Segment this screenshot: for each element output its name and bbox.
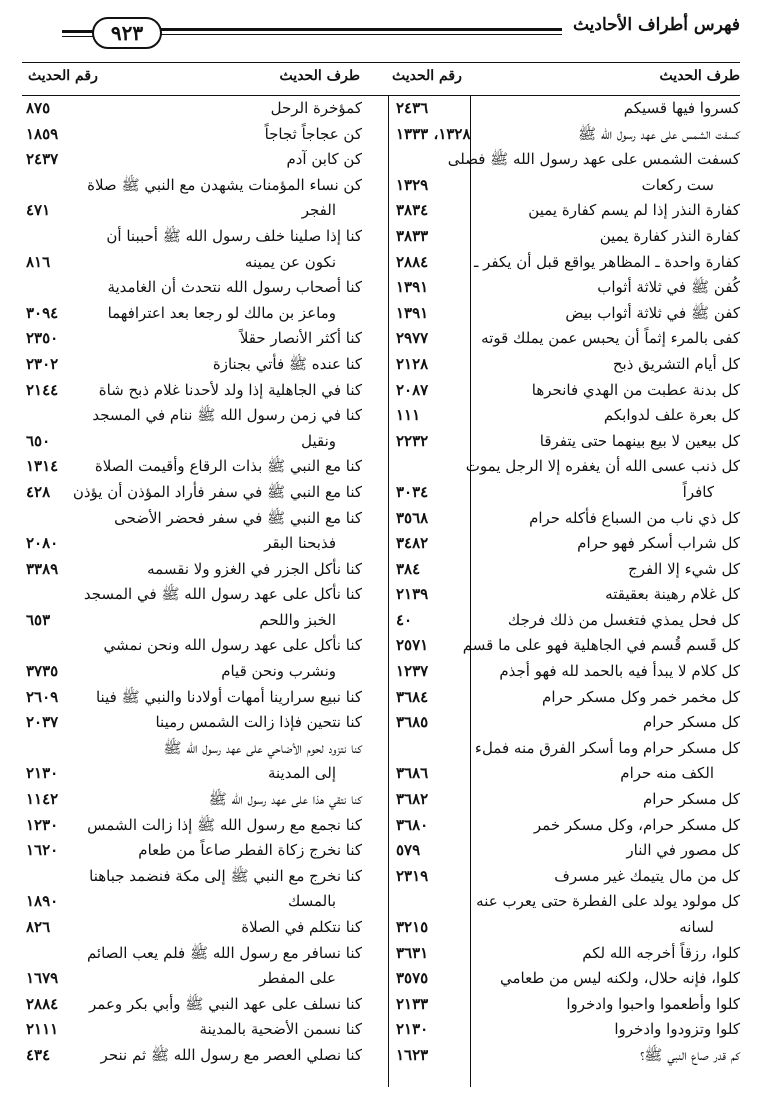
hadith-number: ١٢٣٧ [396,662,429,681]
hadith-number: ١١١ [396,406,421,425]
hadith-number: ٣٦٨٢ [396,790,429,809]
hadith-excerpt: كل ذنب عسى الله أن يغفره إلا الرجل يموت [465,457,740,476]
hadith-excerpt: كسفت الشمس على عهد رسول الله ﷺ [578,124,740,143]
hadith-excerpt: كلوا وتزودوا وادخروا [614,1020,740,1039]
hadith-number: ٤٧١ [26,201,51,220]
hadith-excerpt: كنا نتحين فإذا زالت الشمس رمينا [155,713,362,732]
hadith-number: ٢٣٠٢ [26,354,59,373]
hadith-excerpt: كل مسكر حرام [642,713,740,732]
hadith-excerpt: كسفت الشمس على عهد رسول الله ﷺ فصلى [447,150,740,169]
page-number: ٩٢٣ [92,17,162,49]
index-row [22,96,362,122]
index-row [392,787,740,813]
index-row [392,838,740,864]
index-row [22,685,362,711]
hadith-number: ٣٦٨٥ [396,713,429,732]
right-number-header: رقم الحديث [392,68,462,84]
hadith-excerpt: كن عجاجاً ثجاجاً [264,124,362,143]
index-row [22,429,362,455]
hadith-excerpt: كل شراب أسكر فهو حرام [577,534,740,553]
hadith-excerpt: فذبحنا البقر [264,534,336,553]
hadith-number: ٢٨٨٤ [396,252,429,271]
header-rule [160,28,562,31]
index-row [22,506,362,532]
index-row [392,710,740,736]
hadith-number: ٢١١١ [26,1020,59,1039]
hadith-excerpt: كم قدر صاع النبي ﷺ؟ [640,1045,740,1064]
index-row [392,813,740,839]
hadith-excerpt: كنا مع النبي ﷺ بذات الرقاع وأقيمت الصلاة [94,457,362,476]
index-row [392,506,740,532]
hadith-number: ٢٠٨٠ [26,534,59,553]
hadith-excerpt: ونشرب ونحن قيام [221,662,336,681]
index-row [392,633,740,659]
index-row [22,454,362,480]
hadith-excerpt: كل ذي ناب من السباع فأكله حرام [529,508,740,527]
index-row [22,224,362,250]
hadith-excerpt: كسروا فيها قسيكم [623,99,740,117]
index-row [22,864,362,890]
right-index-column [392,96,740,1069]
index-row [22,531,362,557]
index-row [22,813,362,839]
index-row [392,403,740,429]
index-row [22,838,362,864]
hadith-number: ٢٥٧١ [396,636,429,655]
hadith-number: ٢٠٨٧ [396,380,429,399]
hadith-excerpt: كل فحل يمذي فتغسل من ذلك فرجك [507,610,740,629]
index-row [22,1017,362,1043]
hadith-excerpt: كنا أصحاب رسول الله نتحدث أن الغامدية [107,278,362,297]
hadith-excerpt: على المفطر [259,969,336,988]
index-row [22,915,362,941]
hadith-number: ٣٥٧٥ [396,969,429,988]
index-row [392,864,740,890]
hadith-number: ١٣١٤ [26,457,59,476]
hadith-number: ٣٣٨٩ [26,559,59,578]
index-row [392,378,740,404]
hadith-number: ٥٧٩ [396,841,421,860]
hadith-excerpt: كفن ﷺ في ثلاثة أثواب بيض [565,303,740,322]
hadith-excerpt: كنا نخرج مع النبي ﷺ إلى مكة فنضمد جباهنا [89,866,362,885]
hadith-number: ٣٦٨٤ [396,687,429,706]
index-row [392,582,740,608]
hadith-number: ١٣٢٩ [396,175,429,194]
hadith-excerpt: كنا نسلف على عهد النبي ﷺ وأبي بكر وعمر [89,994,362,1013]
index-row [392,1017,740,1043]
hadith-number: ٢٣١٩ [396,866,429,885]
hadith-excerpt: كل أيام التشريق ذبح [612,354,740,373]
index-row [392,224,740,250]
index-row [22,275,362,301]
hadith-excerpt: كنا مع النبي ﷺ في سفر فحضر الأضحى [114,508,362,527]
left-hadith-header: طرف الحديث [279,68,360,84]
index-row [392,966,740,992]
hadith-excerpt: كنا مع النبي ﷺ في سفر فأراد المؤذن أن يؤذن [72,482,362,501]
hadith-excerpt: كل مولود يولد على الفطرة حتى يعرب عنه [476,892,740,911]
hadith-number: ٣٥٦٨ [396,508,429,527]
index-row [392,250,740,276]
index-row [392,326,740,352]
index-row [22,787,362,813]
index-row [392,147,740,173]
hadith-number: ١٦٢٣ [396,1045,429,1064]
hadith-excerpt: كل مسكر حرام وما أسكر الفرق منه فملء [474,738,740,757]
index-row [392,454,740,480]
hadith-number: ٢٤٣٧ [26,150,59,169]
hadith-excerpt: كنا نتزود لحوم الأضاحي على عهد رسول الله ﷺ [163,738,362,757]
hadith-excerpt: كنا نجمع مع رسول الله ﷺ إذا زالت الشمس [87,815,362,834]
hadith-number: ٣٦٨٠ [396,815,429,834]
hadith-number: ٢١٣٩ [396,585,429,604]
hadith-number: ١٣٩١ [396,303,429,322]
hadith-excerpt: كل كلام لا يبدأ فيه بالحمد لله فهو أجذم [499,662,740,681]
hadith-excerpt: كنا نتقي هذا على عهد رسول الله ﷺ [208,790,362,809]
hadith-number: ٨٧٥ [26,99,51,117]
hadith-excerpt: ونقيل [301,431,336,450]
hadith-number: ٤٠ [396,610,413,629]
right-hadith-header: طرف الحديث [659,68,740,84]
hadith-number: ٦٥٠ [26,431,51,450]
hadith-excerpt: ست ركعات [641,175,714,194]
hadith-number: ١١٤٢ [26,790,59,809]
index-row [392,173,740,199]
index-row [392,941,740,967]
hadith-excerpt: كنا في زمن رسول الله ﷺ ننام في المسجد [92,406,362,425]
running-header-title: فهرس أطراف الأحاديث [572,15,740,35]
hadith-excerpt: كل بعرة علف لدوابكم [603,406,740,425]
index-row [392,96,740,122]
index-row [22,250,362,276]
hadith-number: ٣٢١٥ [396,918,429,936]
hadith-excerpt: كل من مال يتيمك غير مسرف [554,866,740,885]
index-row [22,966,362,992]
index-row [392,198,740,224]
hadith-excerpt: كل مخمر خمر وكل مسكر حرام [542,687,740,706]
index-row [392,122,740,148]
index-row [392,685,740,711]
hadith-number: ٢٢٣٢ [396,431,429,450]
hadith-excerpt: كنا نبيع سرارينا أمهات أولادنا والنبي ﷺ فينا [95,687,362,706]
index-row [22,761,362,787]
table-top-rule [22,62,740,63]
hadith-number: ٢٨٨٤ [26,994,59,1013]
hadith-excerpt: كل بدنة عطبت من الهدي فانحرها [531,380,740,399]
hadith-excerpt: كنا نأكل على عهد رسول الله ونحن نمشي [103,636,362,655]
index-row [392,429,740,455]
index-row [392,608,740,634]
hadith-excerpt: كنا نتكلم في الصلاة [241,918,362,936]
index-row [392,889,740,915]
index-row [22,326,362,352]
hadith-number: ٢٤٣٦ [396,99,429,117]
index-row [22,352,362,378]
hadith-number: ٢٠٣٧ [26,713,59,732]
index-row [22,582,362,608]
index-row [22,173,362,199]
index-row [22,1043,362,1069]
index-row [392,557,740,583]
hadith-number: ٣٧٣٥ [26,662,59,681]
hadith-excerpt: كفى بالمرء إثماً أن يحبس عمن يملك قوته [481,329,740,348]
hadith-excerpt: الخبز واللحم [259,610,336,629]
hadith-excerpt: كنا نسمن الأضحية بالمدينة [199,1020,362,1039]
index-row [22,992,362,1018]
index-row [22,941,362,967]
index-row [22,557,362,583]
index-row [392,480,740,506]
hadith-number: ٢٣٥٠ [26,329,59,348]
hadith-excerpt: كل مسكر حرام، وكل مسكر خمر [533,815,740,834]
hadith-number: ١٨٩٠ [26,892,59,911]
hadith-excerpt: كنا نخرج زكاة الفطر صاعاً من طعام [138,841,362,860]
hadith-excerpt: نكون عن يمينه [244,252,336,271]
hadith-number: ٣٨٣٣ [396,226,429,245]
hadith-excerpt: الكف منه حرام [620,764,714,783]
hadith-number: ٨٢٦ [26,918,51,936]
hadith-excerpt: كن نساء المؤمنات يشهدن مع النبي ﷺ صلاة [87,175,362,194]
hadith-excerpt: كل شيء إلا الفرج [628,559,740,578]
hadith-number: ٢١٣٣ [396,994,429,1013]
hadith-number: ٤٣٤ [26,1045,51,1064]
hadith-number: ٢١٣٠ [26,764,59,783]
hadith-excerpt: كمؤخرة الرحل [270,99,362,117]
index-row [22,736,362,762]
hadith-excerpt: كفارة النذر إذا لم يسم كفارة يمين [528,201,740,220]
hadith-excerpt: كنا عنده ﷺ فأتي بجنازة [212,354,362,373]
hadith-excerpt: كنا نصلي العصر مع رسول الله ﷺ ثم ننحر [100,1045,362,1064]
left-index-column [22,96,362,1069]
hadith-excerpt: كنا نسافر مع رسول الله ﷺ فلم يعب الصائم [86,943,362,962]
hadith-excerpt: كل غلام رهينة بعقيقته [605,585,740,604]
index-row [392,1043,740,1069]
hadith-excerpt: كل بيعين لا بيع بينهما حتى يتفرقا [539,431,740,450]
hadith-number: ٢٦٠٩ [26,687,59,706]
hadith-excerpt: كفارة واحدة ـ المظاهر يواقع قبل أن يكفر ـ [473,252,740,271]
index-row [22,147,362,173]
index-row [22,378,362,404]
index-row [392,761,740,787]
hadith-excerpt: كفارة النذر كفارة يمين [599,226,740,245]
hadith-number: ٣٨٤ [396,559,421,578]
hadith-number: ٣٠٣٤ [396,482,429,501]
hadith-excerpt: لسانه [679,918,714,936]
index-row [22,301,362,327]
hadith-number: ٤٢٨ [26,482,51,501]
hadith-excerpt: بالمسك [287,892,336,911]
hadith-number: ٦٥٣ [26,610,51,629]
hadith-excerpt: كلوا، فإنه حلال، ولكنه ليس من طعامي [499,969,740,988]
hadith-number: ٢٩٧٧ [396,329,429,348]
hadith-excerpt: كافراً [682,482,714,501]
hadith-number: ٣٦٨٦ [396,764,429,783]
hadith-number: ١٦٧٩ [26,969,59,988]
index-row [392,736,740,762]
hadith-excerpt: كل مسكر حرام [642,790,740,809]
index-row [22,889,362,915]
hadith-excerpt: كنا إذا صلينا خلف رسول الله ﷺ أحببنا أن [106,226,362,245]
index-row [22,633,362,659]
hadith-excerpt: كل مصور في النار [626,841,740,860]
index-row [22,403,362,429]
hadith-excerpt: إلى المدينة [267,764,336,783]
hadith-excerpt: كن كابن آدم [286,150,362,169]
hadith-excerpt: الفجر [301,201,336,220]
hadith-number: ٢١٤٤ [26,380,59,399]
right-column-divider [388,95,389,1087]
hadith-excerpt: كُفن ﷺ في ثلاثة أثواب [597,278,740,297]
index-row [22,122,362,148]
index-row [22,480,362,506]
index-row [392,531,740,557]
hadith-number: ٣٤٨٢ [396,534,429,553]
hadith-number: ٣٨٣٤ [396,201,429,220]
left-number-header: رقم الحديث [28,68,98,84]
hadith-number: ١٣٩١ [396,278,429,297]
index-row [392,992,740,1018]
index-row [392,659,740,685]
hadith-excerpt: كلوا، رزقاً أخرجه الله لكم [582,943,740,962]
hadith-number: ١٣٢٨، ١٣٣٣ [396,124,471,143]
hadith-number: ١٢٣٠ [26,815,59,834]
index-row [22,198,362,224]
hadith-excerpt: كل قَسم قُسم في الجاهلية فهو على ما قسم [462,636,740,655]
header-rule-left-thin [62,36,94,37]
index-row [22,608,362,634]
index-row [392,352,740,378]
header-rule-thin [160,34,562,35]
hadith-excerpt: كنا نأكل على عهد رسول الله ﷺ في المسجد [83,585,362,604]
hadith-excerpt: وماعز بن مالك لو رجعا بعد اعترافهما [107,303,336,322]
hadith-number: ١٨٥٩ [26,124,59,143]
hadith-excerpt: كنا في الجاهلية إذا ولد لأحدنا غلام ذبح شاة [98,380,362,399]
index-row [22,659,362,685]
hadith-excerpt: كنا أكثر الأنصار حقلاً [239,329,362,348]
hadith-number: ٣٠٩٤ [26,303,59,322]
index-row [392,301,740,327]
index-row [392,915,740,941]
index-row [22,710,362,736]
hadith-number: ٣٦٣١ [396,943,429,962]
hadith-excerpt: كنا نأكل الجزر في الغزو ولا نقسمه [147,559,362,578]
index-row [392,275,740,301]
hadith-number: ٨١٦ [26,252,51,271]
hadith-number: ٢١٣٠ [396,1020,429,1039]
hadith-number: ١٦٢٠ [26,841,59,860]
header-rule-left [62,30,94,33]
hadith-excerpt: كلوا وأطعموا واحبوا وادخروا [566,994,740,1013]
hadith-number: ٢١٢٨ [396,354,429,373]
